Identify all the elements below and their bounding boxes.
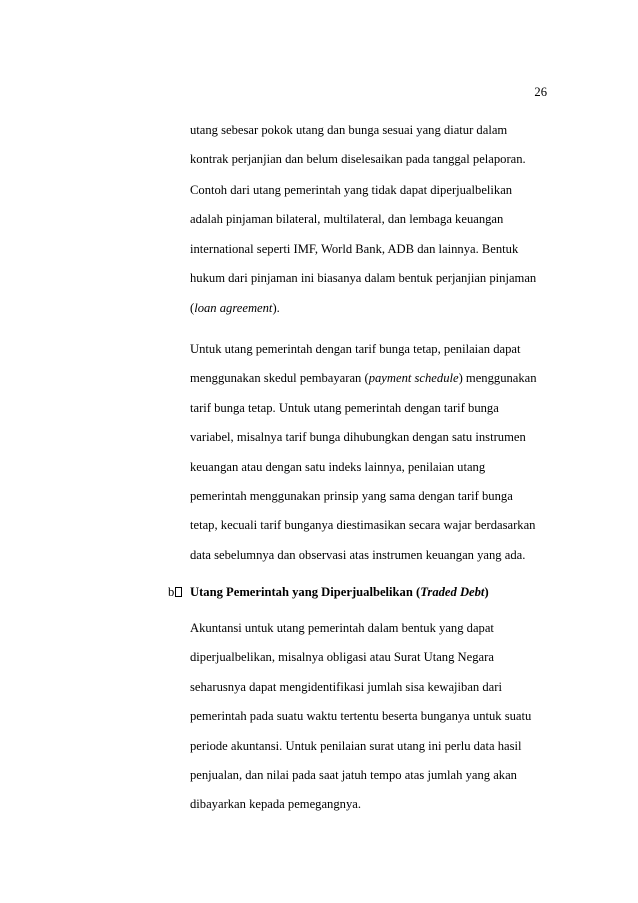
text-line: utang sebesar pokok utang dan bunga sesuai yang diatur dalam [190, 123, 508, 137]
text-line: kontrak perjanjian dan belum diselesaikan pada tanggal pelaporan. [190, 152, 526, 167]
missing-glyph-icon [175, 587, 182, 597]
text-line: pemerintah pada suatu waktu tertentu beserta bunganya untuk suatu [190, 709, 532, 724]
text-line: penjualan, dan nilai pada saat jatuh tempo atas jumlah yang akan [190, 767, 517, 782]
text-line: keuangan atau dengan satu indeks lainnya, penilaian utang [190, 459, 486, 474]
text-line: tarif bunga tetap. Untuk utang pemerintah dengan tarif bunga [190, 400, 499, 415]
paragraph-1 [190, 116, 560, 175]
text-line: seharusnya dapat mengidentifikasi jumlah sisa kewajiban dari [190, 679, 502, 694]
open-paren: ( [190, 300, 195, 315]
italic-term: loan agreement [194, 300, 273, 315]
italic-term: payment schedule [368, 371, 459, 386]
text-line [190, 294, 560, 323]
text-segment: ) menggunakan [458, 371, 537, 386]
text-line: dibayarkan kepada pemegangnya. [190, 797, 361, 812]
paragraph-4 [190, 614, 560, 820]
text-line: Contoh dari utang pemerintah yang tidak dapat diperjualbelikan [190, 183, 513, 197]
paragraph-3 [190, 335, 560, 570]
text-line: periode akuntansi. Untuk penilaian surat utang ini perlu data hasil [190, 738, 522, 753]
list-marker [168, 580, 190, 604]
text-line: data sebelumnya dan observasi atas instrumen keuangan yang ada. [190, 547, 526, 562]
text-line: diperjualbelikan, misalnya obligasi atau Surat Utang Negara [190, 650, 494, 665]
section-b-heading [168, 580, 489, 604]
list-letter: b [168, 585, 175, 599]
text-line: tetap, kecuali tarif bunganya diestimasikan secara wajar berdasarkan [190, 518, 536, 533]
paragraph-2 [190, 176, 560, 323]
text-line: Untuk utang pemerintah dengan tarif bunga tetap, penilaian dapat [190, 342, 521, 356]
page-number: 26 [534, 85, 547, 99]
heading-text: Utang Pemerintah yang Diperjualbelikan ( [190, 585, 421, 599]
close-paren: ). [272, 300, 280, 315]
text-line: adalah pinjaman bilateral, multilateral, dan lembaga keuangan [190, 212, 504, 227]
text-line: hukum dari pinjaman ini biasanya dalam bentuk perjanjian pinjaman [190, 271, 537, 286]
text-segment: menggunakan skedul pembayaran ( [190, 371, 369, 386]
text-line: pemerintah menggunakan prinsip yang sama dengan tarif bunga [190, 488, 513, 503]
text-line: variabel, misalnya tarif bunga dihubungkan dengan satu instrumen [190, 430, 526, 445]
text-line [190, 364, 560, 393]
heading-text-close: ) [484, 585, 489, 599]
text-line: international seperti IMF, World Bank, ADB dan lainnya. Bentuk [190, 241, 519, 256]
text-line: Akuntansi untuk utang pemerintah dalam bentuk yang dapat [190, 621, 494, 635]
italic-term: Traded Debt [420, 585, 485, 599]
